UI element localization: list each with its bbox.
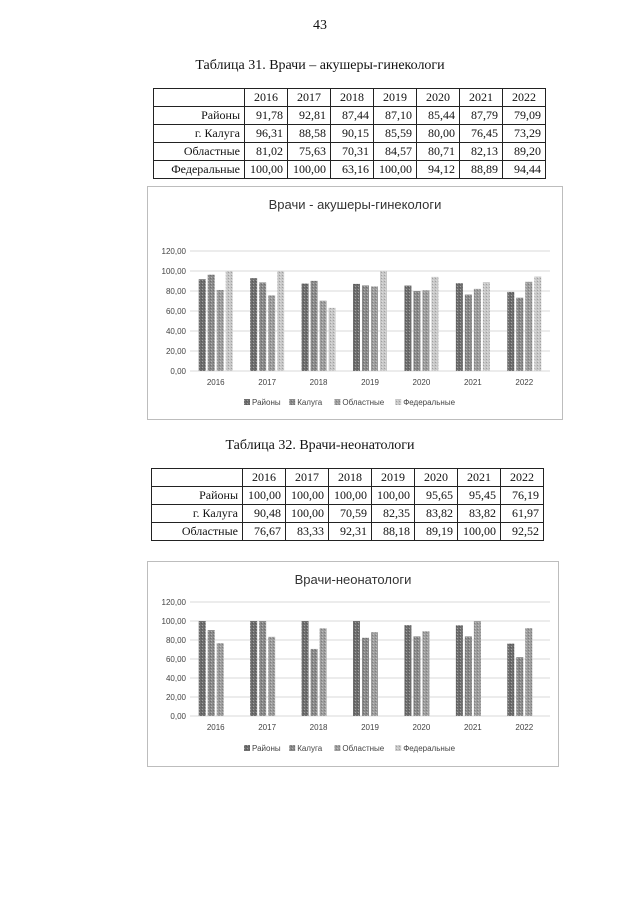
- table-cell: 100,00: [243, 487, 286, 505]
- table-cell: 87,10: [374, 107, 417, 125]
- chart-title: Врачи-неонатологи: [294, 572, 412, 587]
- table-row-label: г. Калуга: [152, 505, 243, 523]
- table-cell: 84,57: [374, 143, 417, 161]
- legend-swatch: [289, 399, 295, 405]
- chart-obgyn-svg: [148, 187, 562, 419]
- table-row: [152, 523, 544, 541]
- table-row-label: Областные: [152, 523, 243, 541]
- table-cell: 83,82: [458, 505, 501, 523]
- bar-Областные: [474, 289, 481, 371]
- bar-Калуга: [259, 282, 266, 371]
- table-year-header: 2022: [501, 469, 544, 487]
- table-cell: 96,31: [245, 125, 288, 143]
- bar-Калуга: [362, 285, 369, 371]
- table-row-label: Федеральные: [154, 161, 245, 179]
- bar-Областные: [422, 290, 429, 371]
- bar-Калуга: [208, 275, 215, 371]
- y-tick-label: 100,00: [161, 617, 186, 626]
- table-32: [151, 468, 544, 541]
- bar-Областные: [525, 282, 532, 371]
- table-cell: 92,81: [288, 107, 331, 125]
- x-tick-label: 2019: [361, 378, 379, 387]
- chart-neonatal-svg: [148, 562, 558, 766]
- bar-Калуга: [208, 630, 215, 716]
- x-tick-label: 2022: [515, 723, 534, 732]
- bar-Районы: [250, 621, 257, 716]
- x-tick-label: 2018: [309, 723, 328, 732]
- y-tick-label: 80,00: [165, 636, 186, 645]
- y-tick-label: 40,00: [165, 674, 186, 683]
- table-cell: 75,63: [288, 143, 331, 161]
- table-row: [154, 125, 546, 143]
- legend-swatch: [244, 399, 250, 405]
- bar-Областные: [268, 295, 275, 371]
- bar-Районы: [353, 284, 360, 371]
- table-corner-cell: [154, 89, 245, 107]
- bar-Калуга: [516, 657, 523, 716]
- bar-Федеральные: [380, 271, 387, 371]
- bar-Районы: [199, 279, 206, 371]
- table-cell: 85,59: [374, 125, 417, 143]
- legend-swatch: [334, 399, 340, 405]
- table-cell: 90,48: [243, 505, 286, 523]
- table-cell: 63,16: [331, 161, 374, 179]
- table-cell: 100,00: [286, 505, 329, 523]
- table-cell: 70,59: [329, 505, 372, 523]
- legend-swatch: [395, 399, 401, 405]
- bar-Районы: [404, 286, 411, 371]
- table-cell: 83,33: [286, 523, 329, 541]
- table-cell: 100,00: [374, 161, 417, 179]
- table-year-header: 2021: [458, 469, 501, 487]
- table-cell: 88,89: [460, 161, 503, 179]
- table-cell: 92,31: [329, 523, 372, 541]
- bar-Калуга: [516, 298, 523, 371]
- table-cell: 73,29: [503, 125, 546, 143]
- table-cell: 100,00: [329, 487, 372, 505]
- bar-Федеральные: [431, 277, 438, 371]
- bar-Районы: [199, 621, 206, 716]
- table-cell: 90,15: [331, 125, 374, 143]
- table-cell: 89,19: [415, 523, 458, 541]
- x-tick-label: 2018: [309, 378, 328, 387]
- chart-obgyn: [147, 186, 563, 420]
- table-row: [152, 487, 544, 505]
- bar-Калуга: [311, 281, 318, 371]
- bar-Калуга: [413, 636, 420, 716]
- bar-Областные: [217, 290, 224, 371]
- bar-Федеральные: [329, 308, 336, 371]
- table-cell: 83,82: [415, 505, 458, 523]
- bar-Районы: [507, 292, 514, 371]
- legend-swatch: [289, 745, 295, 751]
- y-tick-label: 120,00: [161, 598, 186, 607]
- x-tick-label: 2022: [515, 378, 534, 387]
- table-row-label: Областные: [154, 143, 245, 161]
- bar-Федеральные: [226, 271, 233, 371]
- bar-Областные: [320, 628, 327, 716]
- bar-Федеральные: [534, 277, 541, 371]
- table-year-header: 2017: [286, 469, 329, 487]
- x-tick-label: 2017: [258, 723, 277, 732]
- table-cell: 82,13: [460, 143, 503, 161]
- table-year-header: 2020: [415, 469, 458, 487]
- chart-neonatal: [147, 561, 559, 767]
- bar-Калуга: [362, 638, 369, 716]
- bar-Областные: [371, 632, 378, 716]
- table-cell: 100,00: [288, 161, 331, 179]
- table-cell: 87,79: [460, 107, 503, 125]
- table-cell: 80,71: [417, 143, 460, 161]
- y-tick-label: 20,00: [165, 347, 186, 356]
- bar-Областные: [525, 628, 532, 716]
- legend-label: Районы: [252, 398, 281, 407]
- bar-Районы: [507, 644, 514, 716]
- bar-Областные: [474, 621, 481, 716]
- bar-Областные: [217, 643, 224, 716]
- bar-Калуга: [465, 636, 472, 716]
- y-tick-label: 0,00: [170, 712, 186, 721]
- y-tick-label: 100,00: [161, 267, 186, 276]
- table-cell: 81,02: [245, 143, 288, 161]
- legend-label: Областные: [342, 398, 385, 407]
- table-row: [154, 107, 546, 125]
- table-cell: 94,44: [503, 161, 546, 179]
- x-tick-label: 2019: [361, 723, 379, 732]
- table-31: [153, 88, 546, 179]
- chart-title: Врачи - акушеры-гинекологи: [268, 197, 442, 212]
- table-cell: 92,52: [501, 523, 544, 541]
- bar-Районы: [302, 284, 309, 371]
- table-cell: 76,67: [243, 523, 286, 541]
- x-tick-label: 2016: [206, 723, 225, 732]
- table-cell: 85,44: [417, 107, 460, 125]
- legend-label: Калуга: [297, 744, 323, 753]
- table-year-header: 2018: [331, 89, 374, 107]
- table-year-header: 2019: [372, 469, 415, 487]
- table-year-header: 2018: [329, 469, 372, 487]
- table-year-header: 2022: [503, 89, 546, 107]
- bar-Районы: [302, 621, 309, 716]
- table-cell: 91,78: [245, 107, 288, 125]
- bar-Калуга: [465, 295, 472, 371]
- table-cell: 82,35: [372, 505, 415, 523]
- table-cell: 100,00: [372, 487, 415, 505]
- page-number: 43: [313, 18, 327, 33]
- bar-Федеральные: [483, 282, 490, 371]
- table-cell: 61,97: [501, 505, 544, 523]
- legend-label: Областные: [342, 744, 385, 753]
- table-row: [154, 143, 546, 161]
- table-year-header: 2016: [243, 469, 286, 487]
- table-cell: 100,00: [245, 161, 288, 179]
- table-cell: 79,09: [503, 107, 546, 125]
- y-tick-label: 20,00: [165, 693, 186, 702]
- legend-swatch: [244, 745, 250, 751]
- table-row-label: Районы: [152, 487, 243, 505]
- y-tick-label: 0,00: [170, 367, 186, 376]
- table-cell: 95,65: [415, 487, 458, 505]
- bar-Областные: [320, 301, 327, 371]
- table-cell: 100,00: [458, 523, 501, 541]
- table-corner-cell: [152, 469, 243, 487]
- legend-swatch: [395, 745, 401, 751]
- bar-Районы: [456, 283, 463, 371]
- table-row: [152, 505, 544, 523]
- y-tick-label: 60,00: [165, 307, 186, 316]
- legend-label: Районы: [252, 744, 281, 753]
- table-year-header: 2020: [417, 89, 460, 107]
- table-row-label: Районы: [154, 107, 245, 125]
- legend-label: Федеральные: [403, 398, 456, 407]
- table-cell: 88,58: [288, 125, 331, 143]
- table-31-title: Таблица 31. Врачи – акушеры-гинекологи: [195, 58, 445, 73]
- table-year-header: 2017: [288, 89, 331, 107]
- table-year-header: 2019: [374, 89, 417, 107]
- y-tick-label: 60,00: [165, 655, 186, 664]
- bar-Калуга: [311, 649, 318, 716]
- y-tick-label: 120,00: [161, 247, 186, 256]
- table-row-label: г. Калуга: [154, 125, 245, 143]
- x-tick-label: 2016: [206, 378, 225, 387]
- y-tick-label: 80,00: [165, 287, 186, 296]
- x-tick-label: 2020: [412, 378, 431, 387]
- table-cell: 70,31: [331, 143, 374, 161]
- bar-Областные: [371, 286, 378, 371]
- legend-label: Федеральные: [403, 744, 456, 753]
- legend-swatch: [334, 745, 340, 751]
- bar-Федеральные: [277, 271, 284, 371]
- x-tick-label: 2021: [463, 378, 482, 387]
- table-year-header: 2021: [460, 89, 503, 107]
- table-cell: 76,45: [460, 125, 503, 143]
- bar-Районы: [250, 278, 257, 371]
- bar-Районы: [353, 621, 360, 716]
- x-tick-label: 2017: [258, 378, 277, 387]
- x-tick-label: 2020: [412, 723, 431, 732]
- bar-Калуга: [413, 291, 420, 371]
- bar-Районы: [404, 625, 411, 716]
- table-year-header: 2016: [245, 89, 288, 107]
- bar-Областные: [268, 637, 275, 716]
- table-cell: 94,12: [417, 161, 460, 179]
- table-cell: 100,00: [286, 487, 329, 505]
- table-cell: 87,44: [331, 107, 374, 125]
- table-cell: 89,20: [503, 143, 546, 161]
- legend-label: Калуга: [297, 398, 323, 407]
- bar-Областные: [422, 631, 429, 716]
- bar-Калуга: [259, 621, 266, 716]
- bar-Районы: [456, 625, 463, 716]
- table-cell: 76,19: [501, 487, 544, 505]
- x-tick-label: 2021: [463, 723, 482, 732]
- y-tick-label: 40,00: [165, 327, 186, 336]
- table-cell: 80,00: [417, 125, 460, 143]
- table-32-title: Таблица 32. Врачи-неонатологи: [225, 438, 415, 453]
- table-cell: 95,45: [458, 487, 501, 505]
- table-row: [154, 161, 546, 179]
- table-cell: 88,18: [372, 523, 415, 541]
